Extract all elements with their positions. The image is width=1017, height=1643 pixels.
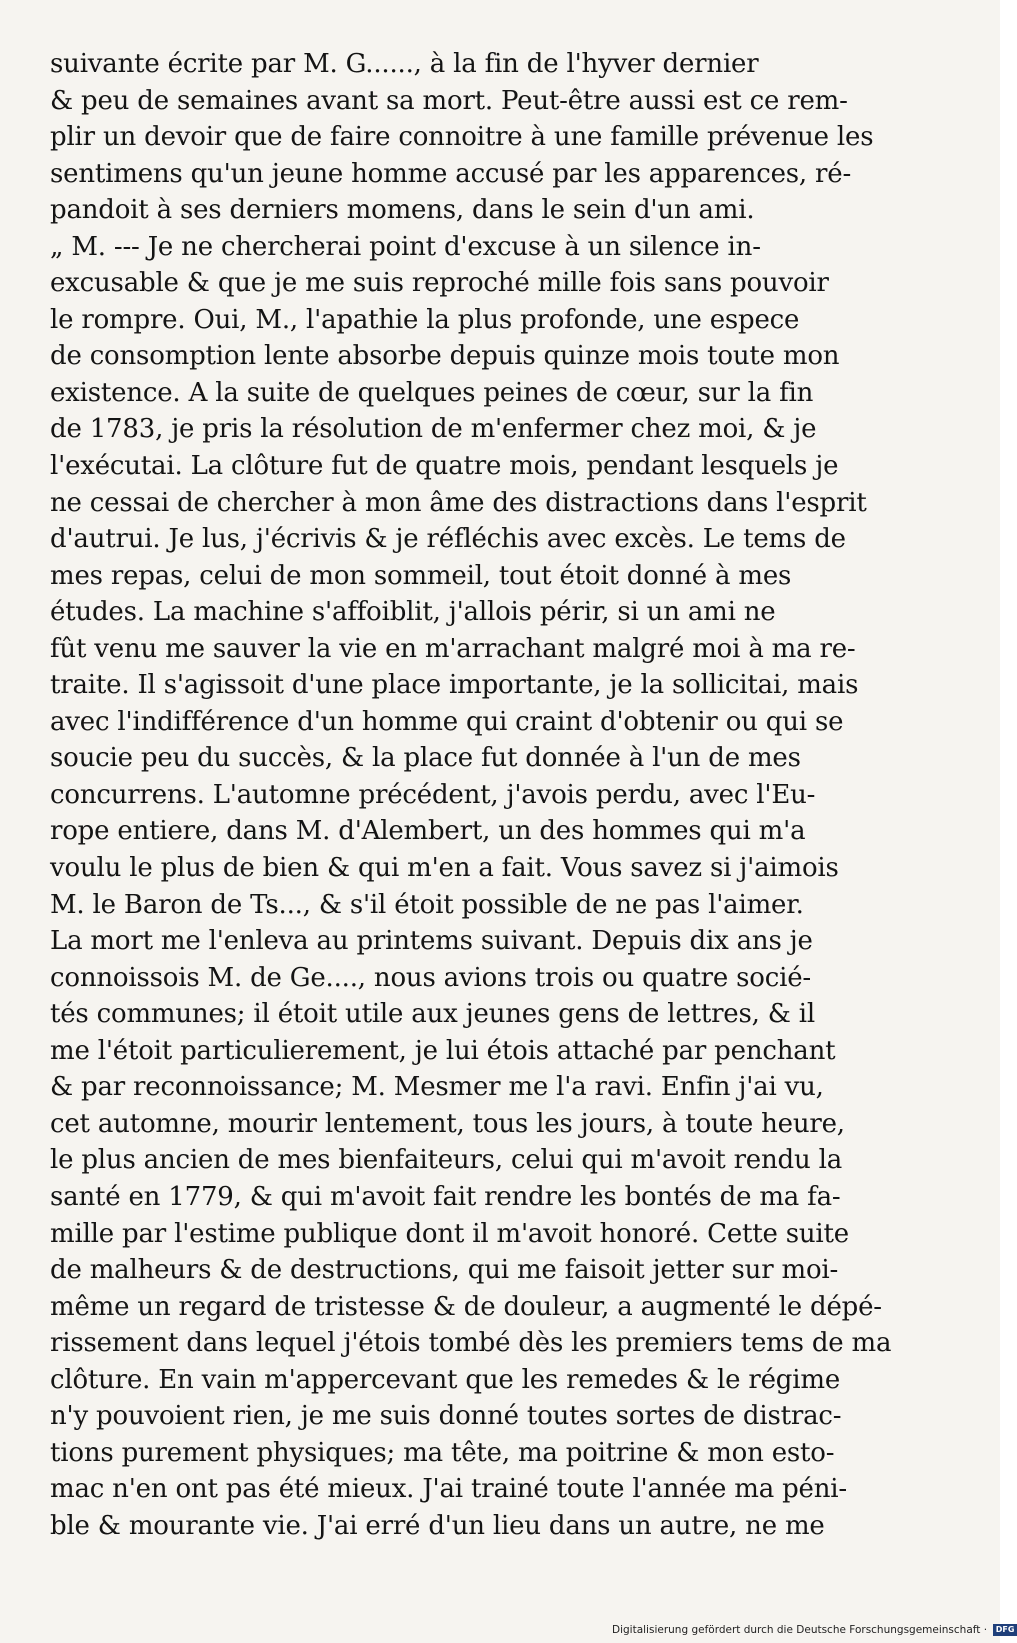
footer-credit-text: Digitalisierung gefördert durch die Deutsche Forschungsgemeinschaft · — [612, 1624, 988, 1636]
text-line: fût venu me sauver la vie en m'arrachant malgré moi à ma re- — [50, 633, 856, 664]
text-line: concurrens. L'automne précédent, j'avois perdu, avec l'Eu- — [50, 779, 816, 810]
text-line: pandoit à ses derniers momens, dans le sein d'un ami. — [50, 195, 755, 226]
text-line: & peu de semaines avant sa mort. Peut-être aussi est ce rem- — [50, 85, 848, 116]
text-line: même un regard de tristesse & de douleur, a augmenté le dépé- — [50, 1291, 882, 1322]
text-line: me l'étoit particulierement, je lui étois attaché par penchant — [50, 1035, 836, 1066]
text-line: & par reconnoissance; M. Mesmer me l'a ravi. Enfin j'ai vu, — [50, 1072, 824, 1103]
page-body-text — [50, 46, 945, 1544]
text-line: de consomption lente absorbe depuis quinze mois toute mon — [50, 341, 840, 372]
dfg-logo: DFG — [993, 1624, 1017, 1636]
text-line: n'y pouvoient rien, je me suis donné toutes sortes de distrac- — [50, 1401, 842, 1432]
text-line: soucie peu du succès, & la place fut donnée à l'un de mes — [50, 743, 801, 774]
text-line: d'autrui. Je lus, j'écrivis & je réfléchis avec excès. Le tems de — [50, 524, 846, 555]
text-line: excusable & que je me suis reproché mille fois sans pouvoir — [50, 268, 829, 299]
text-line: ne cessai de chercher à mon âme des distractions dans l'esprit — [50, 487, 867, 518]
text-line: suivante écrite par M. G......, à la fin de l'hyver dernier — [50, 49, 759, 79]
text-line: traite. Il s'agissoit d'une place importante, je la sollicitai, mais — [50, 670, 859, 701]
text-line: „ M. --- Je ne chercherai point d'excuse à un silence in- — [50, 231, 761, 262]
text-line: M. le Baron de Ts..., & s'il étoit possible de ne pas l'aimer. — [50, 889, 804, 920]
text-line: avec l'indifférence d'un homme qui craint d'obtenir ou qui se — [50, 706, 844, 737]
text-line: La mort me l'enleva au printems suivant. Depuis dix ans je — [50, 926, 813, 957]
text-line: de malheurs & de destructions, qui me faisoit jetter sur moi- — [50, 1255, 839, 1286]
text-line: rissement dans lequel j'étois tombé dès les premiers tems de ma — [50, 1328, 892, 1359]
text-line: voulu le plus de bien & qui m'en a fait. Vous savez si j'aimois — [50, 853, 839, 884]
text-line: de 1783, je pris la résolution de m'enfermer chez moi, & je — [50, 414, 817, 445]
text-line: clôture. En vain m'appercevant que les remedes & le régime — [50, 1364, 841, 1395]
text-line: sentimens qu'un jeune homme accusé par les apparences, ré- — [50, 158, 852, 189]
text-line: mac n'en ont pas été mieux. J'ai trainé toute l'année ma péni- — [50, 1474, 847, 1505]
text-line: le plus ancien de mes bienfaiteurs, celui qui m'avoit rendu la — [50, 1145, 843, 1176]
text-line: tés communes; il étoit utile aux jeunes gens de lettres, & il — [50, 999, 816, 1030]
text-line: mes repas, celui de mon sommeil, tout étoit donné à mes — [50, 560, 792, 591]
text-line: connoissois M. de Ge...., nous avions trois ou quatre socié- — [50, 962, 811, 993]
text-line: cet automne, mourir lentement, tous les jours, à toute heure, — [50, 1108, 845, 1139]
text-line: existence. A la suite de quelques peines de cœur, sur la fin — [50, 377, 814, 408]
text-line: mille par l'estime publique dont il m'avoit honoré. Cette suite — [50, 1218, 849, 1249]
text-line: études. La machine s'affoiblit, j'allois périr, si un ami ne — [50, 597, 776, 628]
text-line: rope entiere, dans M. d'Alembert, un des hommes qui m'a — [50, 816, 806, 847]
text-line: l'exécutai. La clôture fut de quatre mois, pendant lesquels je — [50, 451, 839, 482]
text-line: ble & mourante vie. J'ai erré d'un lieu dans un autre, ne me — [50, 1510, 825, 1541]
text-line: tions purement physiques; ma tête, ma poitrine & mon esto- — [50, 1437, 835, 1468]
digitization-footer — [612, 1622, 1017, 1638]
text-line: plir un devoir que de faire connoitre à une famille prévenue les — [50, 122, 874, 153]
text-line: santé en 1779, & qui m'avoit fait rendre les bontés de ma fa- — [50, 1181, 841, 1212]
text-line: le rompre. Oui, M., l'apathie la plus profonde, une espece — [50, 304, 800, 335]
